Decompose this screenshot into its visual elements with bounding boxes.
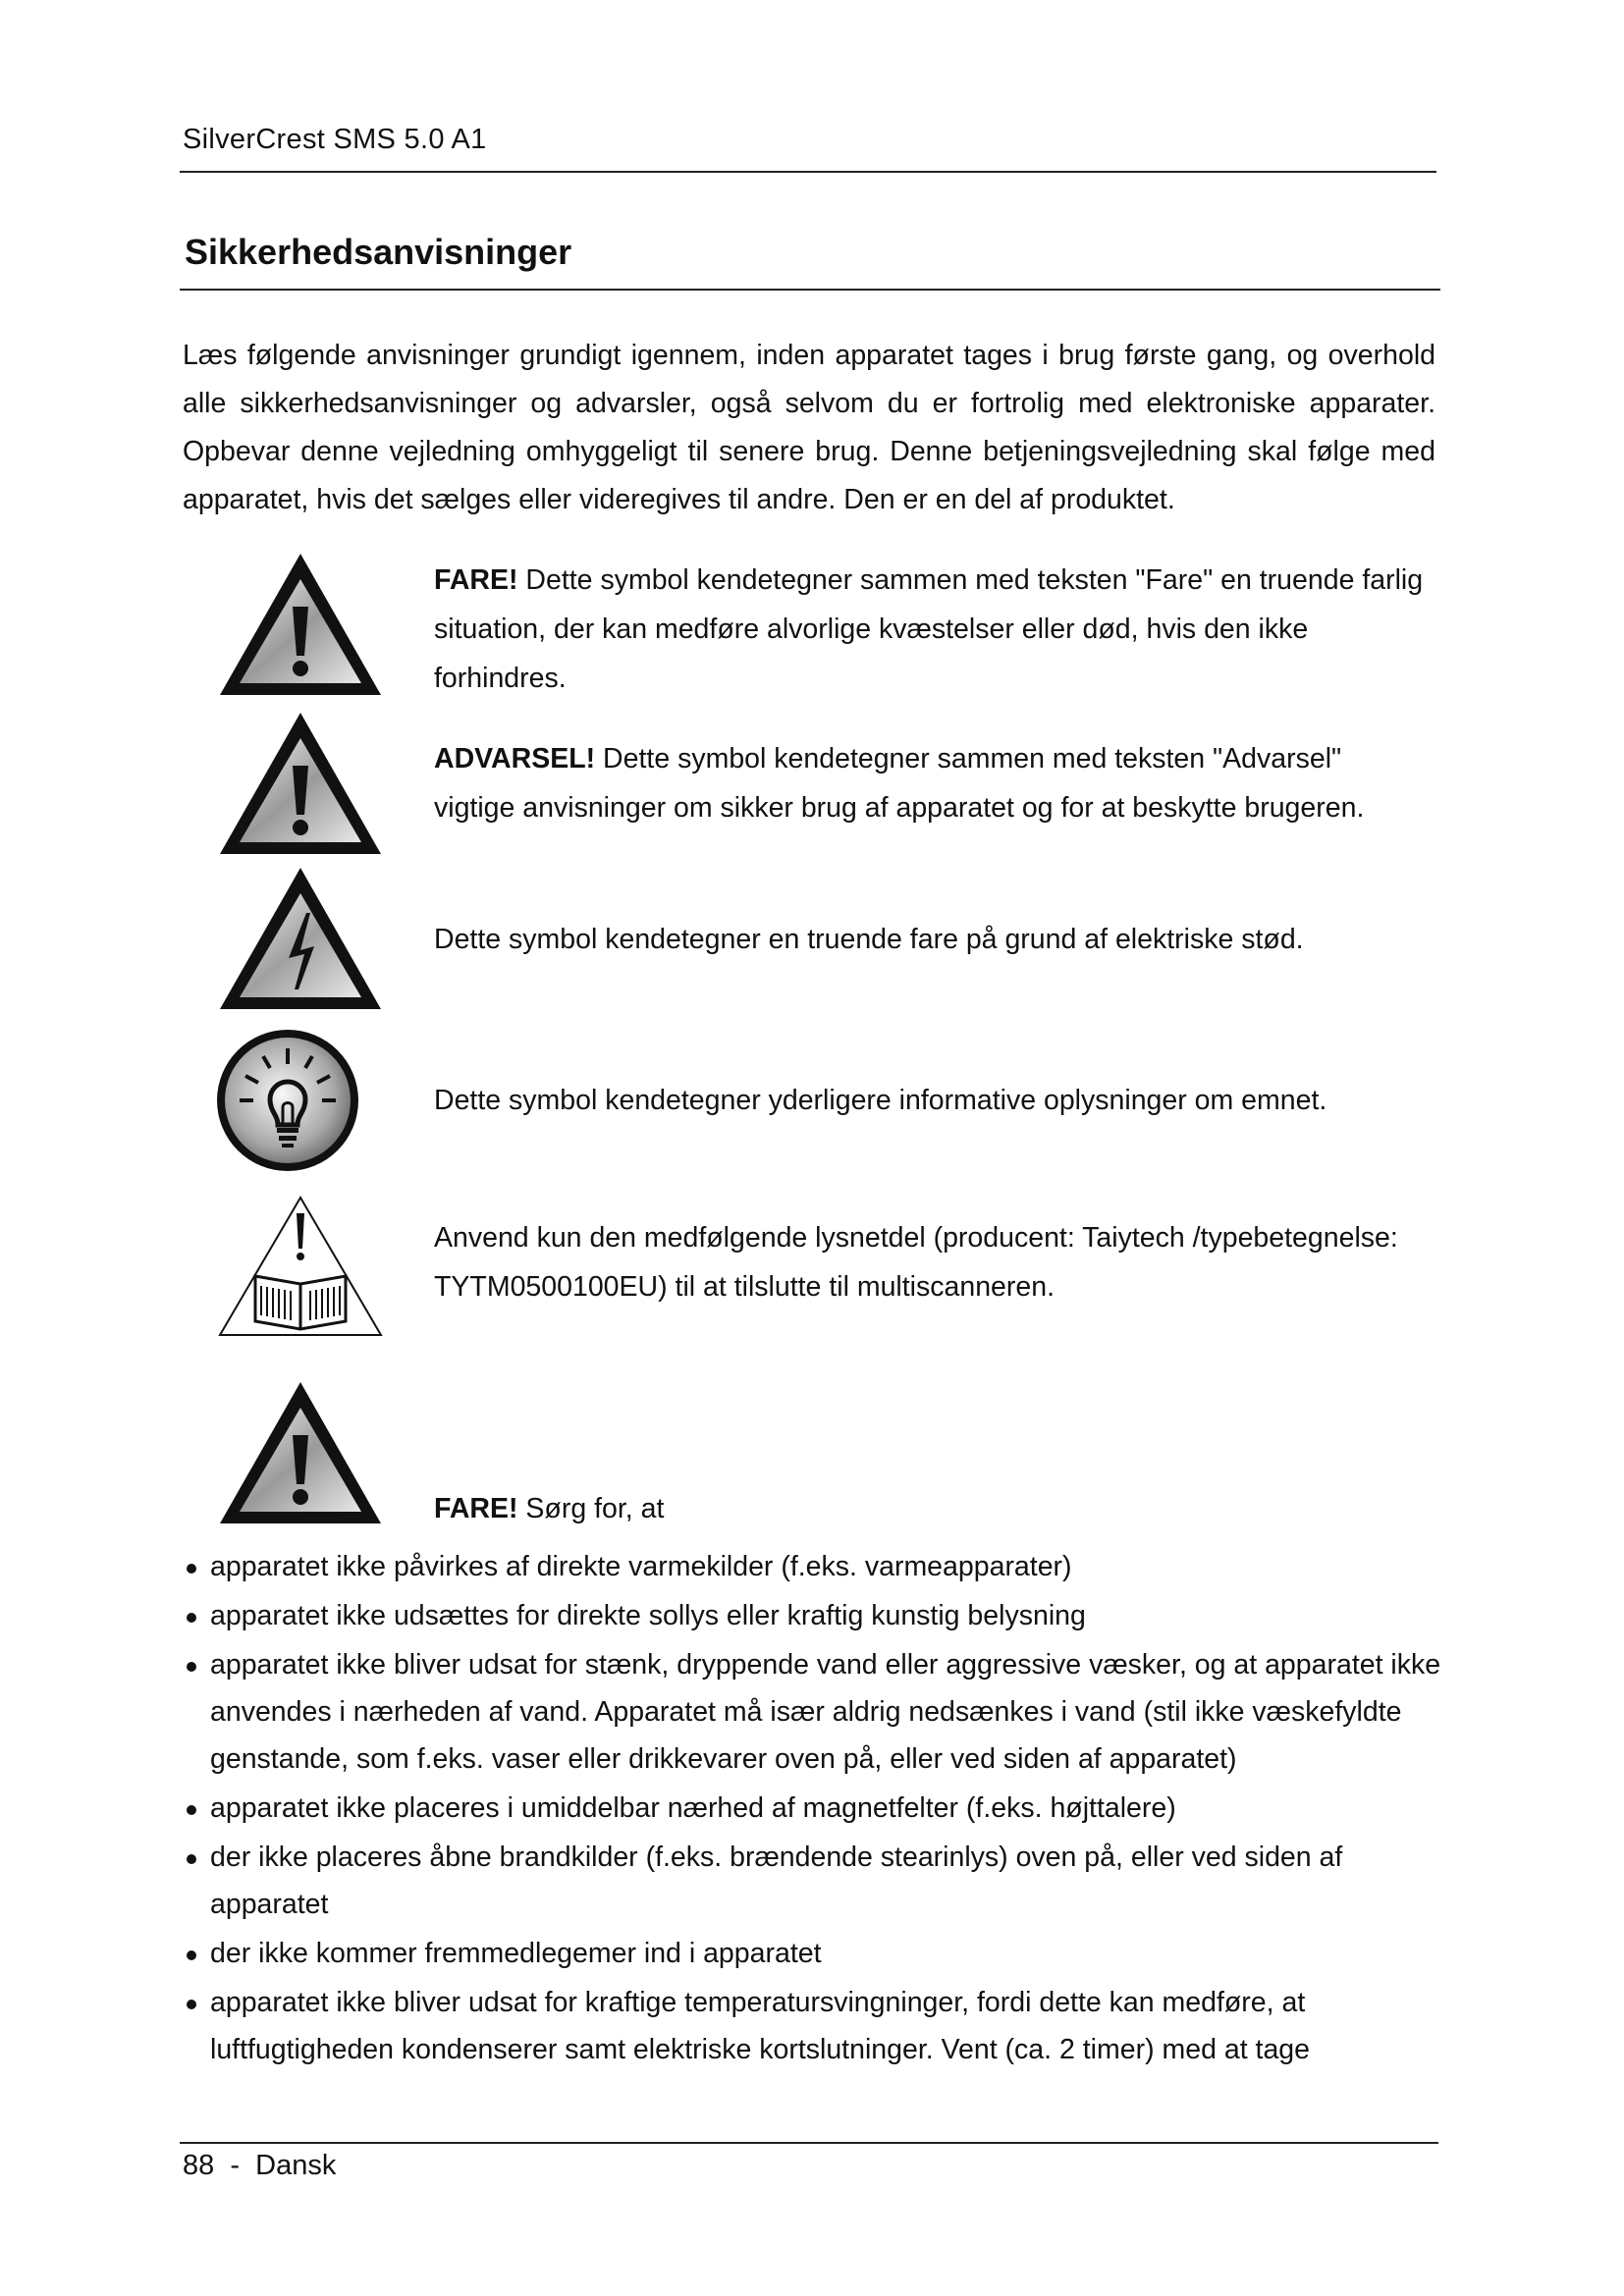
note-label: FARE! xyxy=(434,1493,518,1524)
list-item: der ikke kommer fremmedlegemer ind i apparatet xyxy=(183,1930,1449,1977)
intro-paragraph: Læs følgende anvisninger grundigt igennem, inden apparatet tages i brug første gang, og overhold alle sikkerhedsanvisninger og advarsler, også selvom du er fortrolig med elektroniske apparater. Opbevar denne vejledning omhyggeligt til senere brug. Denne betjeningsvejledning skal følge med apparatet, hvis det sælges eller videregives til andre. Den er en del af produktet. xyxy=(183,340,1435,515)
note-text: Sørg for, at xyxy=(517,1493,665,1524)
list-item: apparatet ikke udsættes for direkte sollys eller kraftig kunstig belysning xyxy=(183,1592,1449,1639)
note-text: Dette symbol kendetegner sammen med teksten "Advarsel" vigtige anvisninger om sikker brug af apparatet og for at beskytte brugeren. xyxy=(434,743,1365,824)
footer-rule xyxy=(180,2142,1438,2144)
note-info: Dette symbol kendetegner yderligere informative oplysninger om emnet. xyxy=(434,1085,1327,1116)
list-item: apparatet ikke påvirkes af direkte varmekilder (f.eks. varmeapparater) xyxy=(183,1543,1449,1590)
electric-shock-warning-icon xyxy=(216,864,385,1013)
note-danger-ensure xyxy=(434,1484,1023,1533)
note-label: ADVARSEL! xyxy=(434,743,596,774)
list-item: apparatet ikke placeres i umiddelbar nærhed af magnetfelter (f.eks. højttalere) xyxy=(183,1785,1449,1832)
list-item: apparatet ikke bliver udsat for kraftige temperatursvingninger, fordi dette kan medføre, at luftfugtigheden kondenserer samt elektriske kortslutninger. Vent (ca. 2 timer) med at tage xyxy=(183,1979,1449,2073)
warning-exclamation-icon xyxy=(216,1378,385,1527)
note-power-supply: Anvend kun den medfølgende lysnetdel (producent: Taiytech /typebetegnelse: TYTM0500100EU) til at tilslutte til multiscanneren. xyxy=(434,1222,1398,1303)
warning-exclamation-icon xyxy=(216,550,385,699)
warning-exclamation-icon xyxy=(216,709,385,858)
running-header: SilverCrest SMS 5.0 A1 xyxy=(183,124,487,155)
header-rule xyxy=(180,171,1436,173)
read-manual-warning-icon xyxy=(216,1194,385,1339)
note-text: Dette symbol kendetegner sammen med teksten "Fare" en truende farlig situation, der kan medføre alvorlige kvæstelser eller død, hvis den ikke forhindres. xyxy=(434,564,1424,694)
note-electric: Dette symbol kendetegner en truende fare på grund af elektriske stød. xyxy=(434,924,1304,955)
lightbulb-info-icon xyxy=(214,1027,361,1174)
title-rule xyxy=(180,289,1440,291)
note-danger xyxy=(434,556,1445,703)
list-item: der ikke placeres åbne brandkilder (f.eks. brændende stearinlys) oven på, eller ved siden af apparatet xyxy=(183,1834,1449,1928)
page-title: Sikkerhedsanvisninger xyxy=(185,232,572,272)
note-label: FARE! xyxy=(434,564,518,596)
note-warning xyxy=(434,734,1416,832)
safety-bullet-list xyxy=(183,1543,1449,2075)
list-item: apparatet ikke bliver udsat for stænk, dryppende vand eller aggressive væsker, og at apparatet ikke anvendes i nærheden af vand. Apparatet må især aldrig nedsænkes i vand (stil ikke væskefyldte genstande, som f.eks. vaser eller drikkevarer oven på, eller ved siden af apparatet) xyxy=(183,1641,1449,1783)
page-footer: 88 - Dansk xyxy=(183,2150,337,2181)
